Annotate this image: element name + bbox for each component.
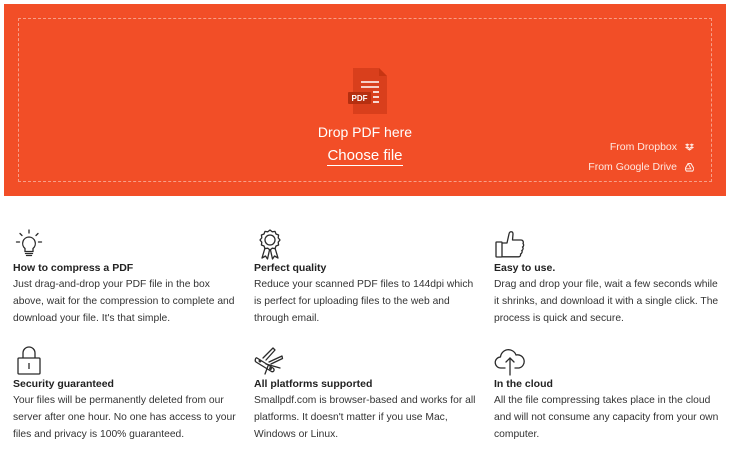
upload-dropzone[interactable] <box>4 4 726 196</box>
padlock-icon <box>13 344 45 376</box>
feature-security-guaranteed <box>13 344 238 443</box>
feature-easy-to-use <box>494 228 719 327</box>
choose-file-label: Choose file <box>327 147 403 164</box>
feature-title: Easy to use. <box>494 262 556 274</box>
feature-description: Just drag-and-drop your PDF file in the box above, wait for the compression to complete and download your file. It's that simple. <box>13 279 235 324</box>
feature-in-the-cloud <box>494 344 719 443</box>
feature-title: In the cloud <box>494 378 553 390</box>
google-drive-icon <box>685 163 694 172</box>
feature-title: All platforms supported <box>254 378 373 390</box>
pdf-file-icon <box>347 66 391 118</box>
feature-all-platforms <box>254 344 479 443</box>
dropbox-icon <box>685 143 694 152</box>
cloud-import-links <box>588 141 694 181</box>
feature-description: Your files will be permanently deleted from our server after one hour. No one has access to your files and privacy is 100% guaranteed. <box>13 395 236 440</box>
feature-description: All the file compressing takes place in the cloud and will not consume any capacity from your own computer. <box>494 395 719 440</box>
feature-description: Smallpdf.com is browser-based and works for all platforms. It doesn't matter if you use Mac, Windows or Linux. <box>254 395 476 440</box>
from-dropbox-label: From Dropbox <box>609 141 677 153</box>
feature-title: Perfect quality <box>254 262 327 274</box>
feature-title: Security guaranteed <box>13 378 114 390</box>
award-ribbon-icon <box>254 228 286 260</box>
from-dropbox-link[interactable] <box>588 141 694 153</box>
feature-description: Drag and drop your file, wait a few seconds while it shrinks, and download it with a single click. The process is quick and secure. <box>494 279 719 324</box>
drop-pdf-label: Drop PDF here <box>317 124 413 140</box>
lightbulb-icon <box>13 228 45 260</box>
pdf-badge-text: PDF <box>351 94 368 103</box>
feature-description: Reduce your scanned PDF files to 144dpi which is perfect for uploading files to the web and through email. <box>254 279 474 324</box>
feature-title: How to compress a PDF <box>13 262 134 274</box>
swiss-knife-icon <box>254 344 286 376</box>
feature-how-to-compress <box>13 228 238 327</box>
cloud-upload-icon <box>494 344 526 376</box>
from-google-drive-label: From Google Drive <box>588 161 677 173</box>
thumbs-up-icon <box>494 228 526 260</box>
from-google-drive-link[interactable] <box>588 161 694 173</box>
feature-perfect-quality <box>254 228 479 327</box>
